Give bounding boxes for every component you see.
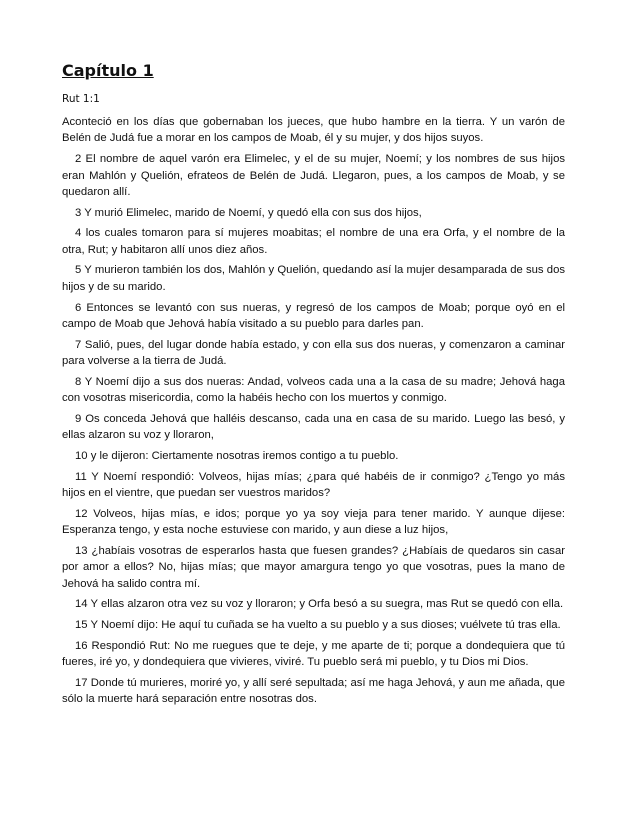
verse-paragraph: Aconteció en los días que gobernaban los jueces, que hubo hambre en la tierra. Y un varón de Belén de Judá fue a morar en los campos de Moab, él y su mujer, y dos hijos suyos. [62,116,565,145]
verse-paragraph: 2 El nombre de aquel varón era Elimelec, y el de su mujer, Noemí; y los nombres de sus hijos eran Mahlón y Quelión, efrateos de Belén de Judá. Llegaron, pues, a los campos de Moab, y se quedaron allí. [62,153,565,198]
verse-paragraph: 9 Os conceda Jehová que halléis descanso, cada una en casa de su marido. Luego las besó, y ellas alzaron su voz y lloraron, [62,412,565,442]
verse-paragraph: 11 Y Noemí respondió: Volveos, hijas mías; ¿para qué habéis de ir conmigo? ¿Tengo yo más hijos en el vientre, que puedan ser vuestros maridos? [62,470,565,500]
verse-paragraph: 8 Y Noemí dijo a sus dos nueras: Andad, volveos cada una a la casa de su madre; Jehová haga con vosotras misericordia, como la habéis hecho con los muertos y conmigo. [62,375,565,405]
verse-paragraph: 12 Volveos, hijas mías, e idos; porque yo ya soy vieja para tener marido. Y aunque dijese: Esperanza tengo, y esta noche estuviese con marido, y aun diese a luz hijos, [62,507,565,537]
verse-paragraph: 16 Respondió Rut: No me ruegues que te deje, y me aparte de ti; porque a dondequiera que tú fueres, iré yo, y dondequiera que vivieres, viviré. Tu pueblo será mi pueblo, y tu Dios mi Dios. [62,639,565,669]
verse-paragraph: 3 Y murió Elimelec, marido de Noemí, y quedó ella con sus dos hijos, [75,206,422,219]
verse-paragraph: 4 los cuales tomaron para sí mujeres moabitas; el nombre de una era Orfa, y el nombre de la otra, Rut; y habitaron allí unos diez años. [62,227,565,256]
chapter-title: Capítulo 1 [62,61,154,80]
verse-paragraph: 7 Salió, pues, del lugar donde había estado, y con ella sus dos nueras, y comenzaron a caminar para volverse a la tierra de Judá. [62,338,565,368]
verse-paragraph: 5 Y murieron también los dos, Mahlón y Quelión, quedando así la mujer desamparada de sus dos hijos y de su marido. [62,264,565,293]
verse-reference: Rut 1:1 [62,93,100,105]
verse-list [62,114,565,708]
verse-paragraph: 13 ¿habíais vosotras de esperarlos hasta que fuesen grandes? ¿Habíais de quedaros sin casar por amor a ellos? No, hijas mías; que mayor amargura tengo yo que vosotras, pues la mano de Jehová ha salido contra mí. [62,544,565,590]
verse-paragraph: 10 y le dijeron: Ciertamente nosotras iremos contigo a tu pueblo. [75,449,399,462]
verse-paragraph: 17 Donde tú murieres, moriré yo, y allí seré sepultada; así me haga Jehová, y aun me añada, que sólo la muerte hará separación entre nosotras dos. [62,676,565,706]
document-page [62,60,565,712]
verse-paragraph: 15 Y Noemí dijo: He aquí tu cuñada se ha vuelto a su pueblo y a sus dioses; vuélvete tú tras ella. [75,619,561,632]
verse-paragraph: 6 Entonces se levantó con sus nueras, y regresó de los campos de Moab; porque oyó en el campo de Moab que Jehová había visitado a su pueblo para darles pan. [62,301,565,330]
verse-paragraph: 14 Y ellas alzaron otra vez su voz y lloraron; y Orfa besó a su suegra, mas Rut se quedó con ella. [75,598,564,611]
